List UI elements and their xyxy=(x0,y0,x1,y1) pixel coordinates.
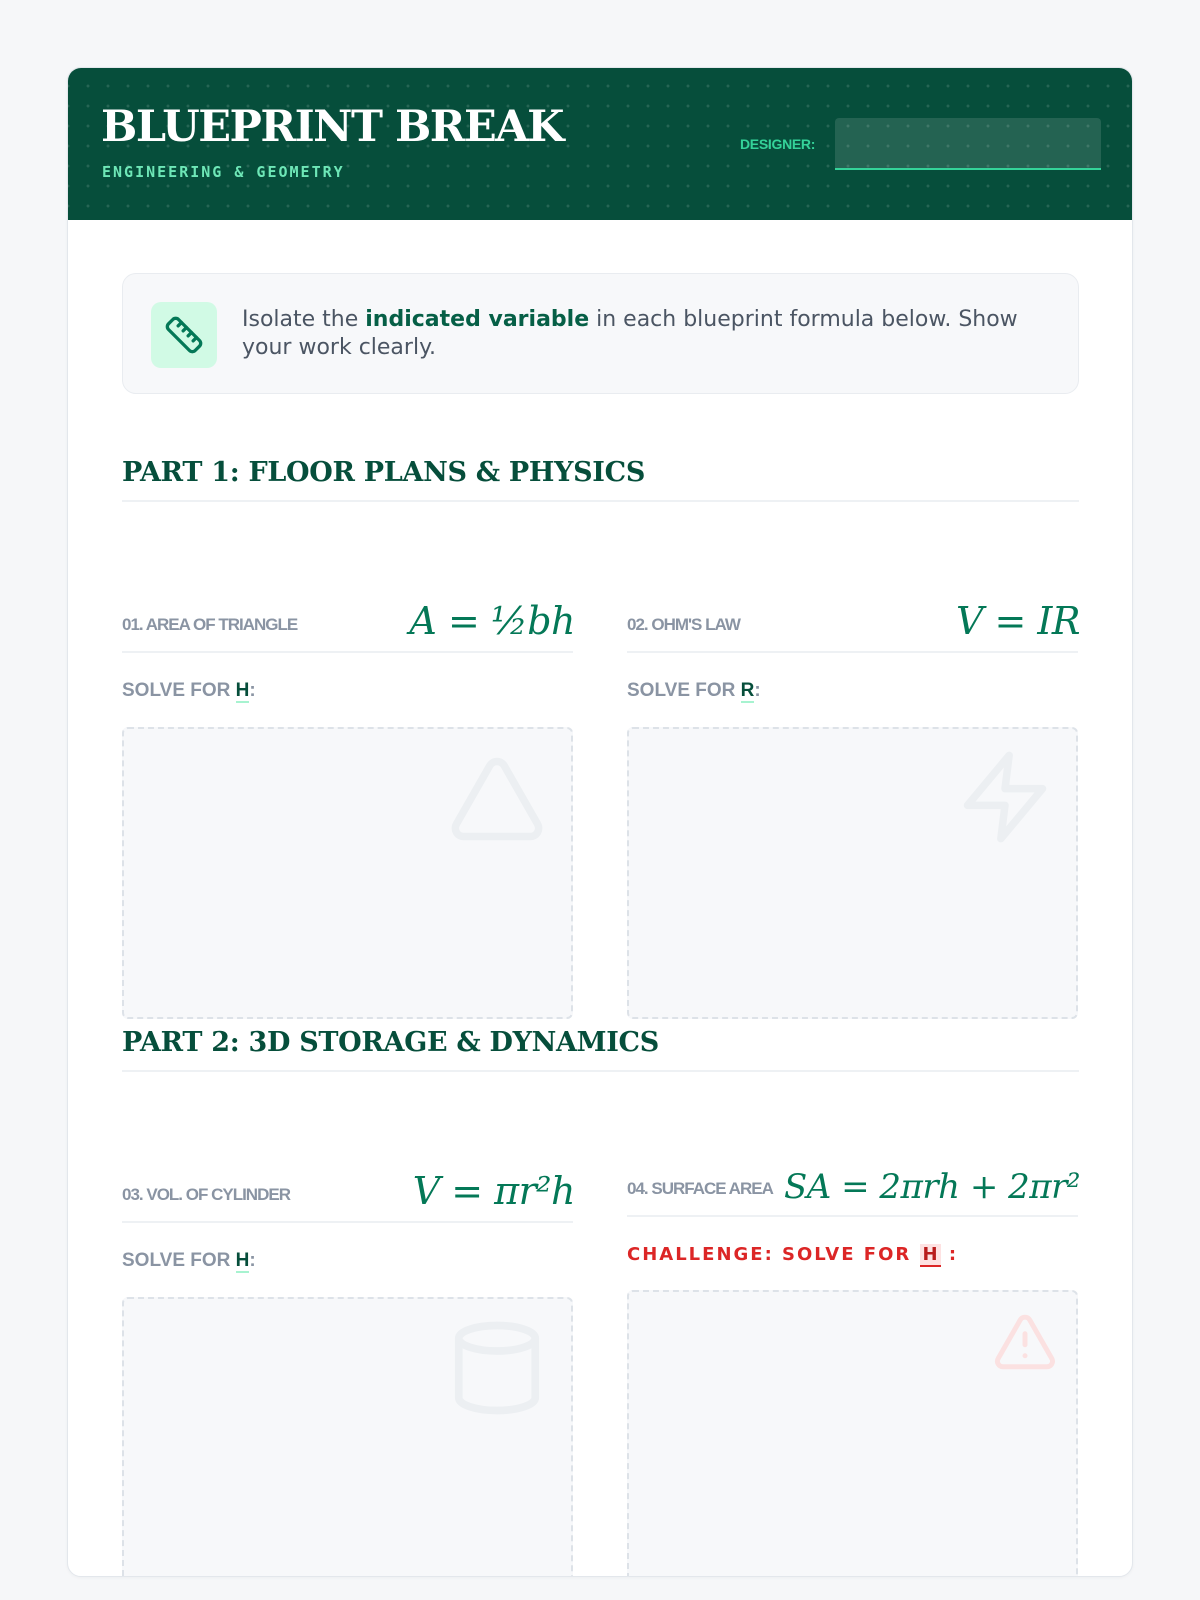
work-area-03[interactable] xyxy=(122,1297,573,1577)
problem-formula: SA = 2πrh + 2πr² xyxy=(783,1167,1080,1207)
work-area-01[interactable] xyxy=(122,727,573,1019)
lightning-bolt-icon xyxy=(955,747,1055,847)
instructions-text-before: Isolate the xyxy=(242,307,366,332)
triangle-icon xyxy=(444,749,550,849)
problem-02 xyxy=(627,593,1078,653)
instructions-text-after: in each blueprint formula below. Show your work clearly. xyxy=(242,307,1018,360)
target-variable: R xyxy=(740,680,755,701)
problem-formula: V = πr²h xyxy=(412,1169,575,1213)
solve-suffix: : xyxy=(940,1244,959,1265)
solve-prefix: SOLVE FOR xyxy=(122,680,236,701)
problem-formula: V = IR xyxy=(955,599,1080,643)
work-area-02[interactable] xyxy=(627,727,1078,1019)
instructions-highlight: indicated variable xyxy=(365,307,590,332)
solve-prefix: SOLVE FOR xyxy=(122,1250,236,1271)
problem-03 xyxy=(122,1163,573,1223)
worksheet-title: BLUEPRINT BREAK xyxy=(101,102,564,152)
warning-icon xyxy=(992,1309,1058,1375)
problem-label: 02. OHM'S LAW xyxy=(627,615,740,634)
solve-suffix: : xyxy=(754,680,761,701)
problem-header xyxy=(122,1163,573,1223)
designer-label: DESIGNER: xyxy=(740,136,816,152)
problem-label: 01. AREA OF TRIANGLE xyxy=(122,615,298,634)
designer-name-input[interactable] xyxy=(835,118,1101,170)
cylinder-icon xyxy=(446,1317,548,1419)
problem-header xyxy=(627,593,1078,653)
target-variable: H xyxy=(235,680,250,701)
problem-formula: A = ½bh xyxy=(409,599,575,643)
instructions-text xyxy=(242,306,1032,362)
problem-label: 04. SURFACE AREA xyxy=(627,1179,773,1198)
problem-label: 03. VOL. OF CYLINDER xyxy=(122,1185,290,1204)
solve-suffix: : xyxy=(249,1250,256,1271)
problem-01 xyxy=(122,593,573,653)
ruler-icon xyxy=(151,302,217,368)
solve-prefix: SOLVE FOR xyxy=(627,680,741,701)
solve-for-prompt-01 xyxy=(122,680,256,702)
challenge-solve-prompt-04 xyxy=(627,1244,958,1265)
solve-suffix: : xyxy=(249,680,256,701)
problem-header xyxy=(122,593,573,653)
work-area-04[interactable] xyxy=(627,1290,1078,1577)
instructions-panel xyxy=(122,273,1079,394)
solve-for-prompt-02 xyxy=(627,680,761,702)
part-1-heading: PART 1: FLOOR PLANS & PHYSICS xyxy=(122,457,1079,502)
solve-for-prompt-03 xyxy=(122,1250,256,1272)
part-2-heading: PART 2: 3D STORAGE & DYNAMICS xyxy=(122,1027,1079,1072)
problem-header xyxy=(627,1157,1078,1217)
header-banner xyxy=(68,68,1133,220)
worksheet xyxy=(67,67,1133,1577)
target-variable: H xyxy=(920,1244,941,1267)
target-variable: H xyxy=(235,1250,250,1271)
worksheet-subtitle: ENGINEERING & GEOMETRY xyxy=(102,163,345,181)
solve-prefix: CHALLENGE: SOLVE FOR xyxy=(627,1244,920,1265)
problem-04 xyxy=(627,1157,1078,1217)
